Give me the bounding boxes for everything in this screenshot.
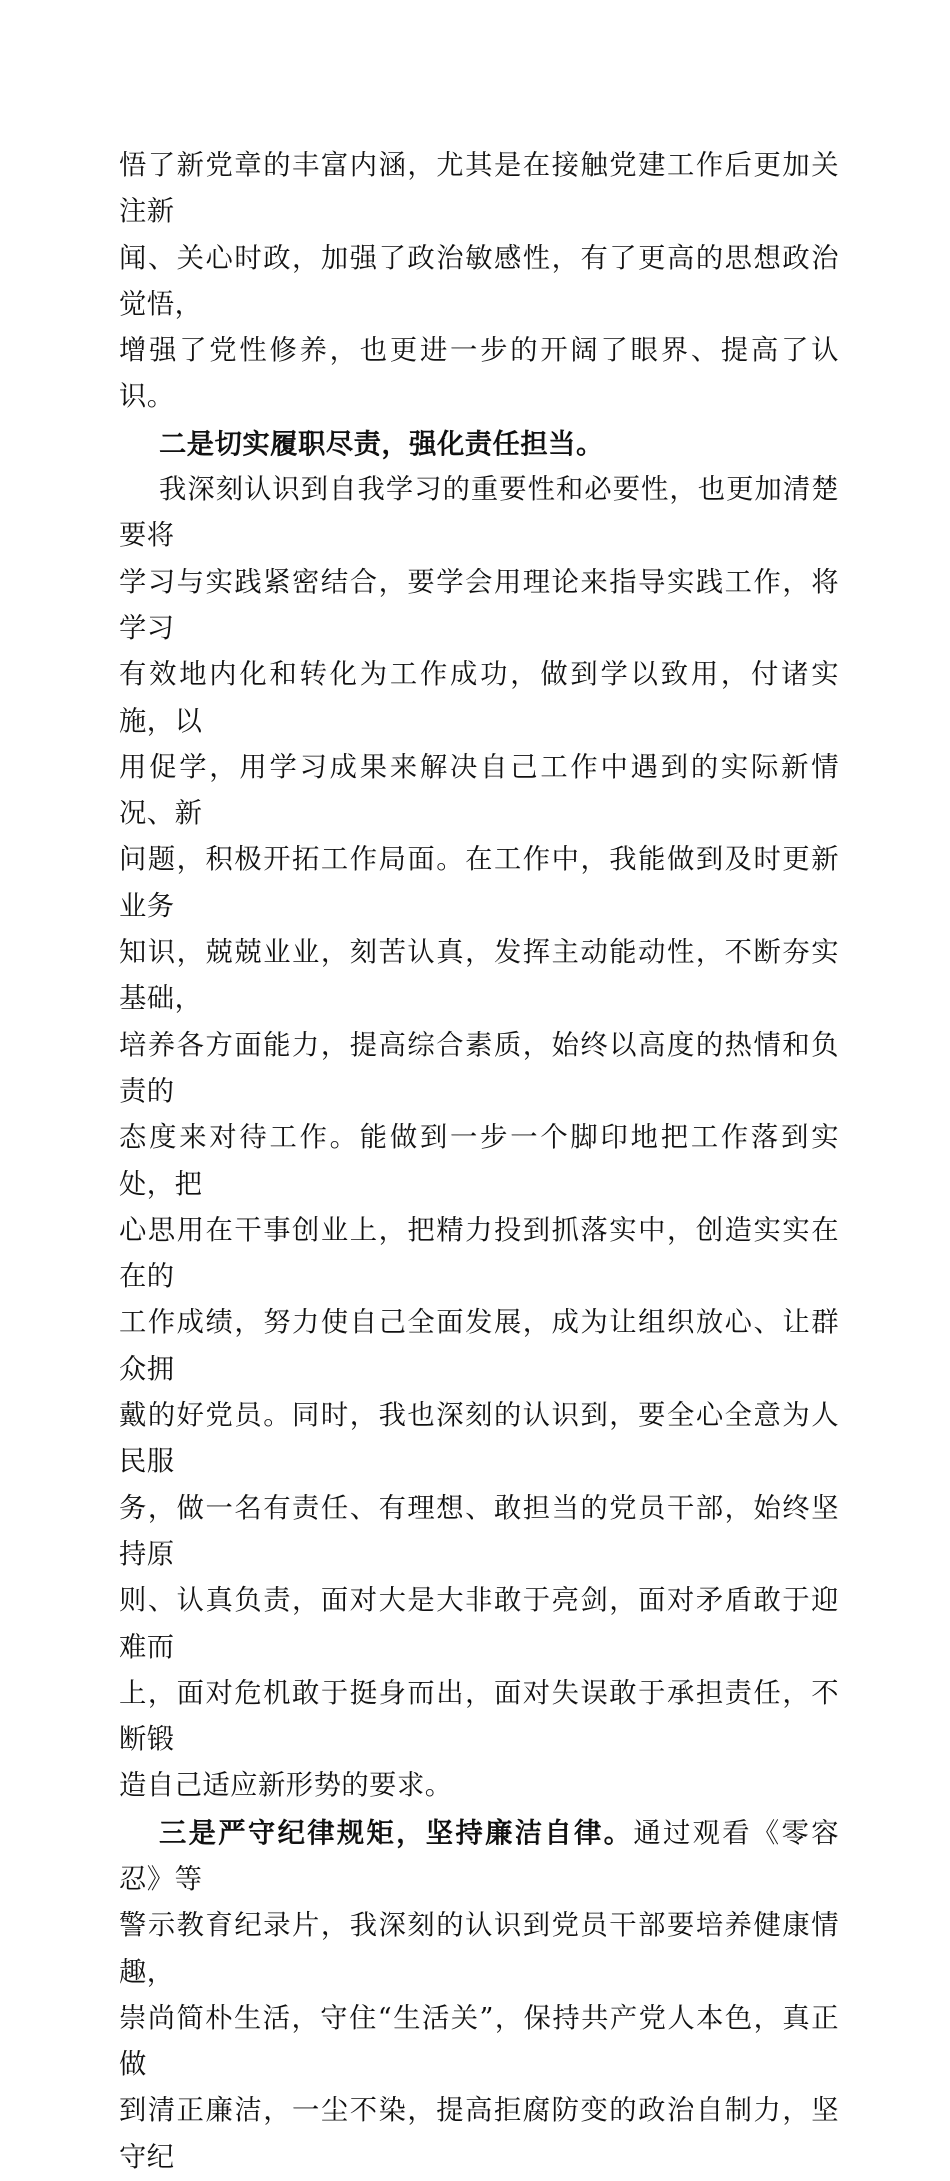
text-line: 有效地内化和转化为工作成功，做到学以致用，付诸实施，以 xyxy=(119,659,839,737)
text-line: 警示教育纪录片，我深刻的认识到党员干部要培养健康情趣， xyxy=(119,1910,839,1988)
text-line xyxy=(119,1810,839,1904)
text-line: 造自己适应新形势的要求。 xyxy=(119,1770,453,1802)
document-body xyxy=(119,143,839,2181)
text-line: 悟了新党章的丰富内涵，尤其是在接触党建工作后更加关注新 xyxy=(119,150,839,228)
paragraph-3 xyxy=(119,1810,839,2181)
text-line: 工作成绩，努力使自己全面发展，成为让组织放心、让群众拥 xyxy=(119,1307,839,1385)
text-line: 上，面对危机敢于挺身而出，面对失误敢于承担责任，不断锻 xyxy=(119,1677,839,1756)
text-line: 务，做一名有责任、有理想、敢担当的党员干部，始终坚持原 xyxy=(119,1492,839,1570)
section-heading-3: 三是严守纪律规矩，坚持廉洁自律。 xyxy=(159,1816,634,1849)
paragraph-2 xyxy=(119,467,839,1810)
text-line: 学习与实践紧密结合，要学会用理论来指导实践工作，将学习 xyxy=(119,566,839,644)
text-line: 戴的好党员。同时，我也深刻的认识到，要全心全意为人民服 xyxy=(119,1400,839,1478)
text-line: 态度来对待工作。能做到一步一个脚印地把工作落到实处，把 xyxy=(119,1122,839,1200)
text-line: 增强了党性修养，也更进一步的开阔了眼界、提高了认识。 xyxy=(119,335,839,413)
text-line: 心思用在干事创业上，把精力投到抓落实中，创造实实在在的 xyxy=(119,1214,839,1293)
section-heading-2: 二是切实履职尽责，强化责任担当。 xyxy=(159,427,604,460)
text-line: 用促学，用学习成果来解决自己工作中遇到的实际新情况、新 xyxy=(119,751,839,830)
text-line: 崇尚简朴生活，守住“生活关”，保持共产党人本色，真正做 xyxy=(119,2002,839,2081)
text-line: 到清正廉洁，一尘不染，提高拒腐防变的政治自制力，坚守纪 xyxy=(119,2095,839,2173)
text-line: 闻、关心时政，加强了政治敏感性，有了更高的思想政治觉悟， xyxy=(119,242,839,320)
heading-3-continuation: 通过观看《零容忍》等 xyxy=(119,1817,839,1895)
text-line: 我深刻认识到自我学习的重要性和必要性，也更加清楚要将 xyxy=(119,474,839,552)
text-line: 则、认真负责，面对大是大非敢于亮剑，面对矛盾敢于迎难而 xyxy=(119,1585,839,1663)
text-line: 知识，兢兢业业，刻苦认真，发挥主动能动性，不断夯实基础， xyxy=(119,937,839,1015)
text-line: 培养各方面能力，提高综合素质，始终以高度的热情和负责的 xyxy=(119,1029,839,1107)
paragraph-1 xyxy=(119,143,839,421)
text-line: 问题，积极开拓工作局面。在工作中，我能做到及时更新业务 xyxy=(119,844,839,922)
